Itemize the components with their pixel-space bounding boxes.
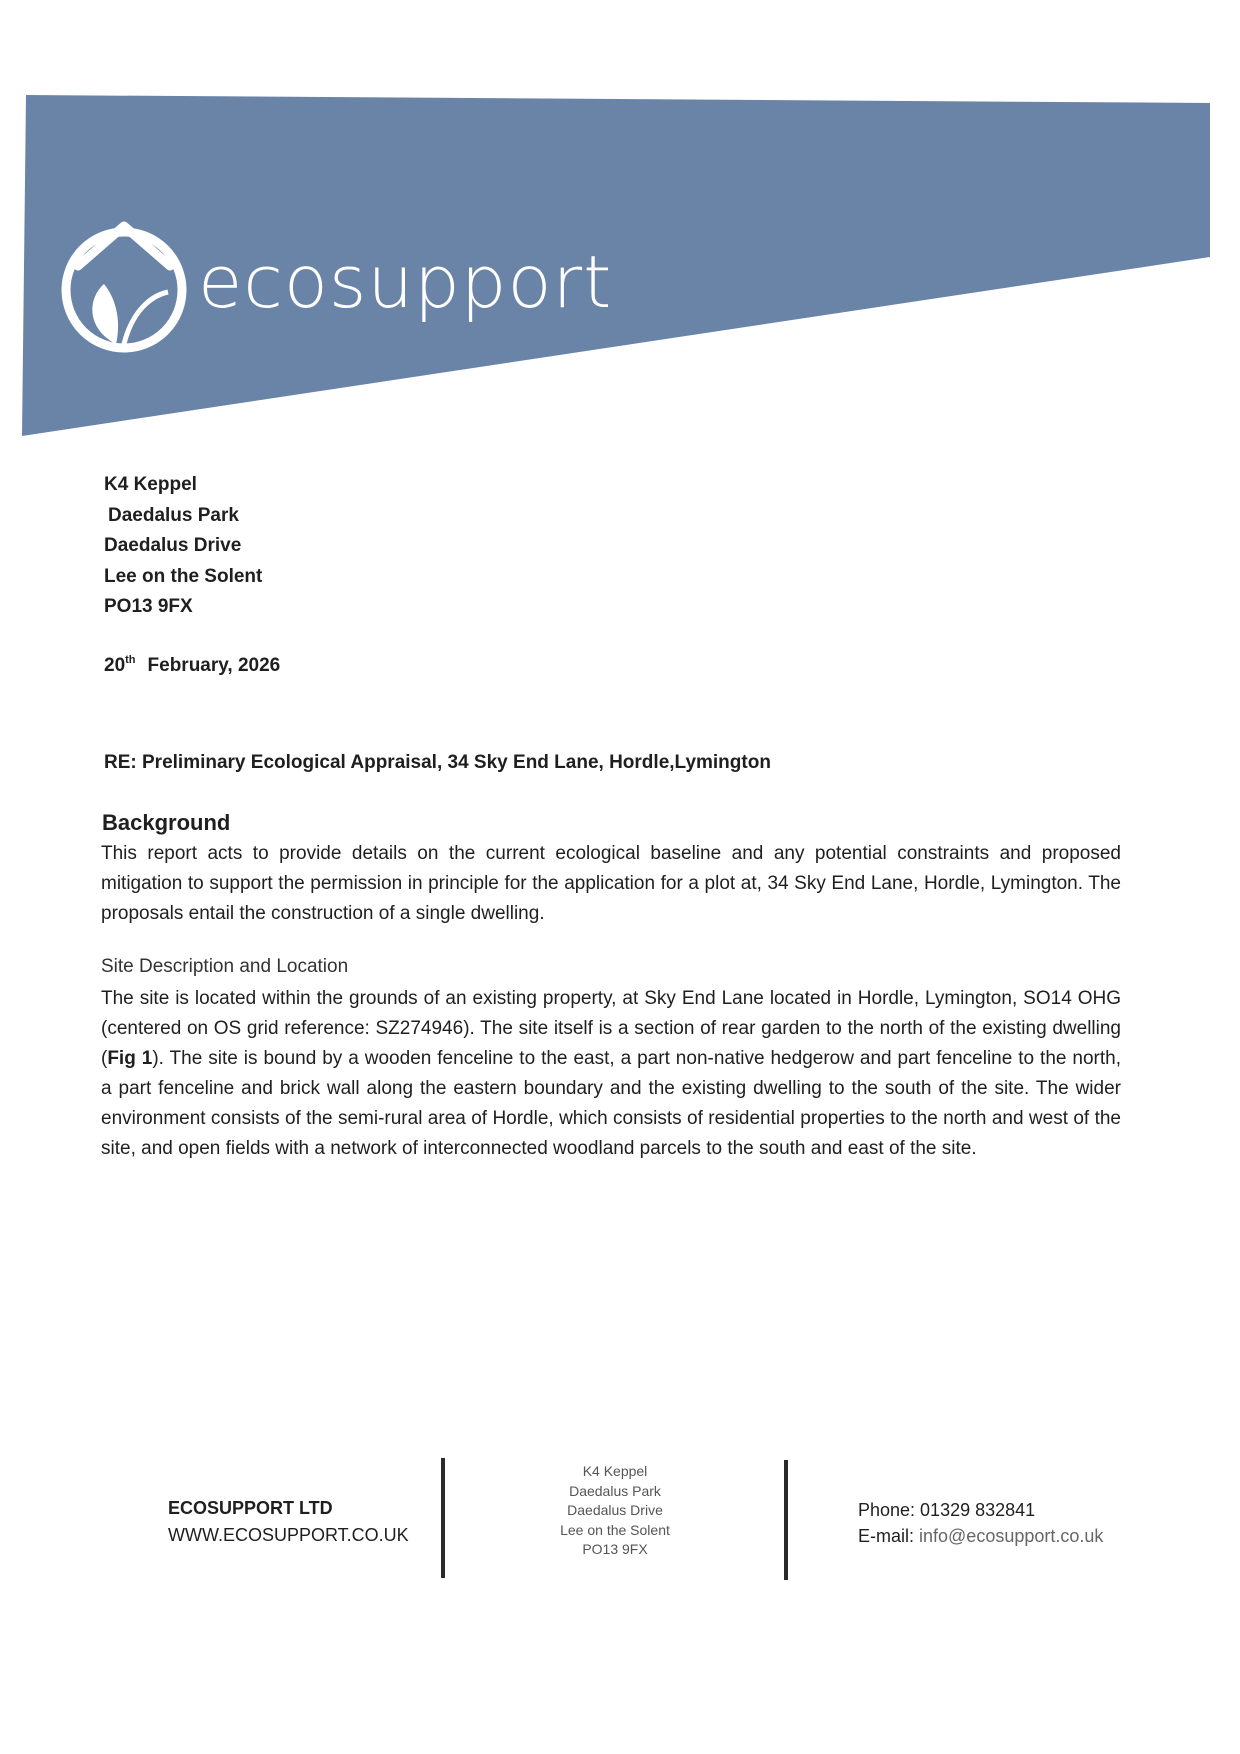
company-website[interactable]: WWW.ECOSUPPORT.CO.UK: [168, 1525, 409, 1545]
footer-address: [520, 1462, 710, 1560]
date-suffix: th: [125, 654, 136, 666]
address-line: PO13 9FX: [104, 596, 193, 617]
site-text-part: The site is located within the grounds of an existing property, at Sky End Lane located in Hordle, Lymington, SO14 OHG (centered on OS grid reference: SZ274946). The site itself is a section of rear garden to the north of the existing dwelling (: [101, 988, 1121, 1069]
footer-divider: [441, 1458, 445, 1578]
footer-company: [168, 1495, 409, 1549]
address-line: Lee on the Solent: [104, 565, 263, 587]
footer-address-line: Daedalus Park: [569, 1482, 661, 1499]
site-text-part: ). The site is bound by a wooden fenceline to the east, a part non-native hedgerow and part fenceline to the north, a part fenceline and brick wall along the eastern boundary and the existing dwelling to the south of the site. The wider environment consists of the semi-rural area of Hordle, which consists of residential properties to the north and west of the site, and open fields with a network of interconnected woodland parcels to the south and east of the site.: [101, 1048, 1121, 1159]
email-label: E-mail:: [858, 1526, 920, 1546]
site-description-heading: Site Description and Location: [101, 956, 349, 977]
footer-contact: [858, 1497, 1103, 1549]
footer-address-line: PO13 9FX: [582, 1541, 648, 1557]
address-line: Daedalus Drive: [104, 535, 242, 556]
brand-name: ecosupport: [198, 240, 613, 324]
footer-address-line: Daedalus Drive: [567, 1502, 663, 1518]
date-month-year: February, 2026: [147, 655, 281, 676]
footer-divider: [784, 1460, 788, 1580]
header-banner: [0, 0, 1240, 460]
footer-address-line: K4 Keppel: [582, 1463, 648, 1479]
subject-line: RE: Preliminary Ecological Appraisal, 34 Sky End Lane, Hordle,Lymington: [104, 752, 771, 773]
recipient-address: [104, 470, 262, 623]
figure-reference: Fig 1: [107, 1048, 153, 1069]
address-line: K4 Keppel: [104, 474, 197, 495]
phone-number: Phone: 01329 832841: [858, 1500, 1036, 1520]
letter-date: [104, 654, 280, 677]
date-day: 20: [104, 655, 126, 676]
background-heading: Background: [102, 810, 231, 835]
background-paragraph: This report acts to provide details on the current ecological baseline and any potential constraints and proposed mitigation to support the permission in principle for the application for a plot at, 34 Sky End Lane, Hordle, Lymington. The proposals entail the construction of a single dwelling.: [101, 843, 1121, 924]
email-line: [858, 1523, 1103, 1549]
company-name: ECOSUPPORT LTD: [168, 1498, 333, 1518]
address-line: Daedalus Park: [108, 504, 239, 526]
site-description-paragraph: [101, 984, 1121, 1164]
email-link[interactable]: info@ecosupport.co.uk: [919, 1526, 1104, 1546]
footer-address-line: Lee on the Solent: [560, 1521, 670, 1538]
